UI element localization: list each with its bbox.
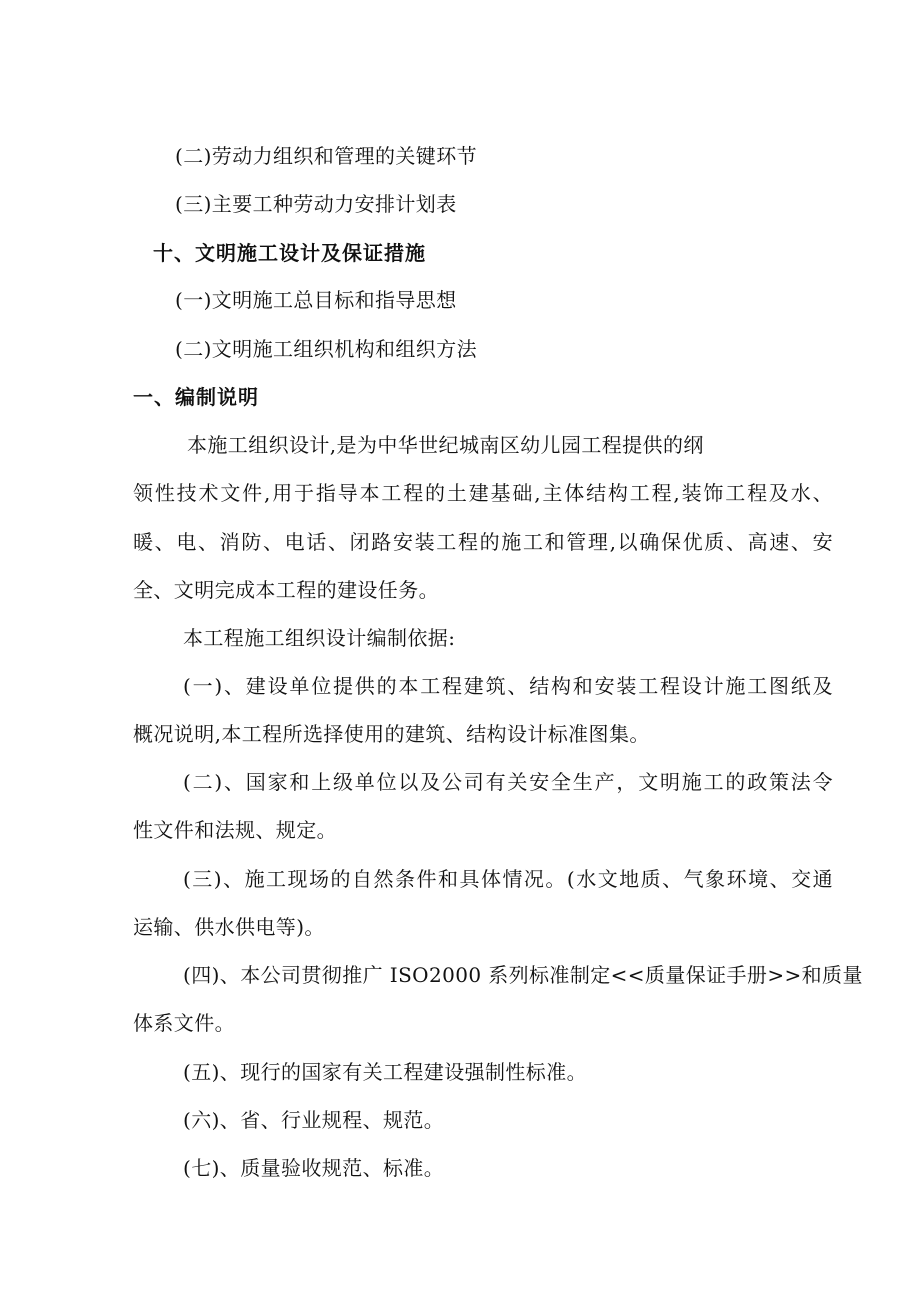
basis-intro: 本工程施工组织设计编制依据: (183, 626, 456, 650)
toc-item: (二)劳动力组织和管理的关键环节 (175, 144, 478, 168)
basis-item-line: (五)、现行的国家有关工程建设强制性标准。 (183, 1060, 588, 1084)
basis-item-line: 运输、供水供电等)。 (133, 915, 325, 939)
basis-item-line: 体系文件。 (133, 1011, 235, 1035)
basis-item-line: (三)、施工现场的自然条件和具体情况。(水文地质、气象环境、交通 (183, 867, 833, 891)
toc-item: (一)文明施工总目标和指导思想 (175, 288, 457, 312)
paragraph-line: 暖、电、消防、电话、闭路安装工程的施工和管理,以确保优质、高速、安 (133, 530, 833, 554)
section-title: 一、编制说明 (133, 385, 259, 409)
toc-item: (三)主要工种劳动力安排计划表 (175, 192, 457, 216)
basis-item-line: 概况说明,本工程所选择使用的建筑、结构设计标准图集。 (133, 722, 650, 746)
toc-heading: 十、文明施工设计及保证措施 (153, 241, 426, 265)
basis-item-line: (六)、省、行业规程、规范。 (183, 1108, 445, 1132)
basis-item-line: (一)、建设单位提供的本工程建筑、结构和安装工程设计施工图纸及 (183, 674, 833, 698)
paragraph-line: 全、文明完成本工程的建设任务。 (133, 578, 439, 602)
basis-item-line: (七)、质量验收规范、标准。 (183, 1156, 445, 1180)
toc-item: (二)文明施工组织机构和组织方法 (175, 337, 478, 361)
basis-item-line: (四)、本公司贯彻推广 ISO2000 系列标准制定<<质量保证手册>>和质量 (183, 963, 863, 987)
paragraph-line: 领性技术文件,用于指导本工程的土建基础,主体结构工程,装饰工程及水、 (133, 481, 833, 505)
basis-item-line: 性文件和法规、规定。 (133, 818, 337, 842)
paragraph-line: 本施工组织设计,是为中华世纪城南区幼儿园工程提供的纲 (187, 433, 704, 457)
basis-item-line: (二)、国家和上级单位以及公司有关安全生产，文明施工的政策法令 (183, 770, 833, 794)
